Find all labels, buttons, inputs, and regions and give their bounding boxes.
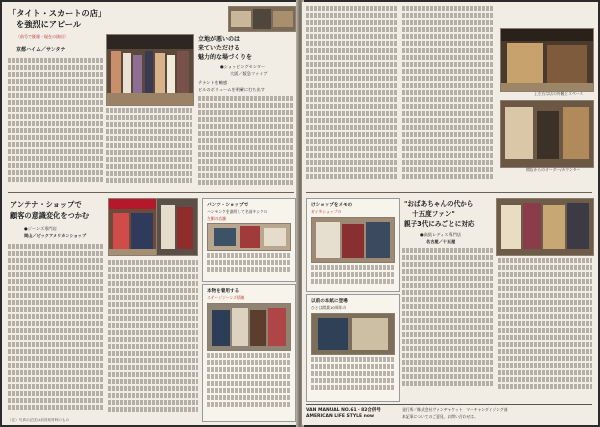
left-footer-credit: （注）写真の記述は前回取材時のもの (8, 418, 70, 422)
left-divider (8, 192, 294, 193)
story3-headline-1: アンテナ・ショップで (10, 200, 82, 209)
box1-subtitle: ハンモンケを説明して名前キシクロ (207, 209, 268, 214)
story2-sub-1: テナントを軸感 (198, 80, 228, 85)
story1-headline-2: を強烈にアピール (16, 19, 82, 29)
story4-box-photo (311, 217, 395, 263)
story5-store-1: ●高級レディス専門店 (420, 232, 462, 237)
story2-headline-3: 魅力的な場づくりを (198, 54, 253, 61)
right-divider (306, 192, 592, 193)
box2-photo (207, 303, 291, 351)
box2-body (207, 353, 291, 417)
story1-headline-1: 「タイト・スカートの店」 (8, 8, 107, 18)
story1-body-2 (106, 108, 192, 188)
story1-tag: （前号で既報・現在の演出） (16, 34, 68, 39)
story4-box-title: けショップをメモの (311, 203, 353, 208)
story4-body-2 (402, 6, 494, 188)
caption-mid: 開店からのオーダー/カウンター (526, 167, 581, 172)
story4-box-sub: ガイ多ショップの (311, 209, 342, 214)
sidebar-box-1 (202, 198, 296, 282)
caption-top: 上左右は店の外観とスペース (534, 91, 584, 96)
sidebar-box-2 (202, 284, 296, 422)
story5-headline-2: 十五度ファン" (412, 210, 455, 218)
story2-store-1: ●ショッピングセンター (220, 64, 266, 69)
box1-photo (207, 223, 291, 251)
footer-magazine-subtitle: AMERICAN LIFE STYLE now (306, 414, 375, 419)
story1-body (8, 58, 104, 188)
story5-store-2: 名古屋／十五屋 (426, 239, 456, 244)
story5-body (402, 248, 494, 400)
story4-box2-body (311, 357, 395, 397)
box2-title: 本物を着用する (207, 289, 240, 294)
footer-publisher: 発行所／株式会社ヴァンヂャケット マーチャンダイジング部 (402, 407, 508, 412)
story2-store-2: 大阪／阪急ファイブ (230, 71, 268, 76)
story4-interior-photo (500, 100, 594, 168)
footer-magazine-title: VAN MANUAL NO.61・82合併号 (306, 408, 381, 413)
story3-body (8, 244, 104, 420)
box1-credit: 左側の店舗 (207, 216, 226, 221)
left-page (2, 2, 298, 425)
footer-contact: 本記事についてのご意見、お問い合わせは、 (402, 414, 478, 419)
story4-box-body (311, 265, 395, 289)
story4-box-2 (306, 294, 400, 402)
story3-headline-2: 顧客の意識変化をつかむ (10, 211, 90, 220)
story1-store: 京都ハイム／サンタナ (16, 47, 66, 53)
story3-store-2: 岡山／ピックアメリカンショップ (24, 233, 87, 238)
story2-sub-2: ビルのボリュームを明確に打ち出す (198, 87, 265, 92)
story2-headline-2: 来ていただける (198, 45, 241, 52)
story2-headline-1: 立地が悪いのは (198, 36, 241, 43)
story4-box2-photo (311, 313, 395, 355)
box1-title: バンツ・ショップで (207, 203, 249, 208)
story4-body (306, 6, 398, 188)
story5-headline-3: 親子3代にみごとに対応 (404, 220, 475, 228)
story3-store-1: ●ジーンズ専門店 (24, 226, 57, 231)
box1-body (207, 253, 291, 277)
story2-body (198, 96, 294, 188)
story2-interior-photo (228, 6, 296, 32)
story5-photo (496, 198, 594, 256)
story3-storefront-photo (108, 198, 158, 256)
story4-box-1 (306, 198, 400, 292)
story3-interior-photo (156, 198, 198, 256)
box2-subtitle: ステージジーンズ情報 (207, 295, 245, 300)
story4-box2-title: 以前の本紙に登場 (311, 299, 348, 304)
story1-shop-photo (106, 34, 194, 106)
story3-body-2 (108, 260, 198, 420)
footer-rule (306, 404, 592, 405)
story5-headline-1: "おばあちゃんの代から (404, 200, 474, 208)
story5-body-2 (498, 258, 592, 400)
right-page (302, 2, 598, 425)
story4-box2-sub: ひとは開業10周年の (311, 305, 347, 310)
story4-storefront-photo (500, 28, 594, 92)
